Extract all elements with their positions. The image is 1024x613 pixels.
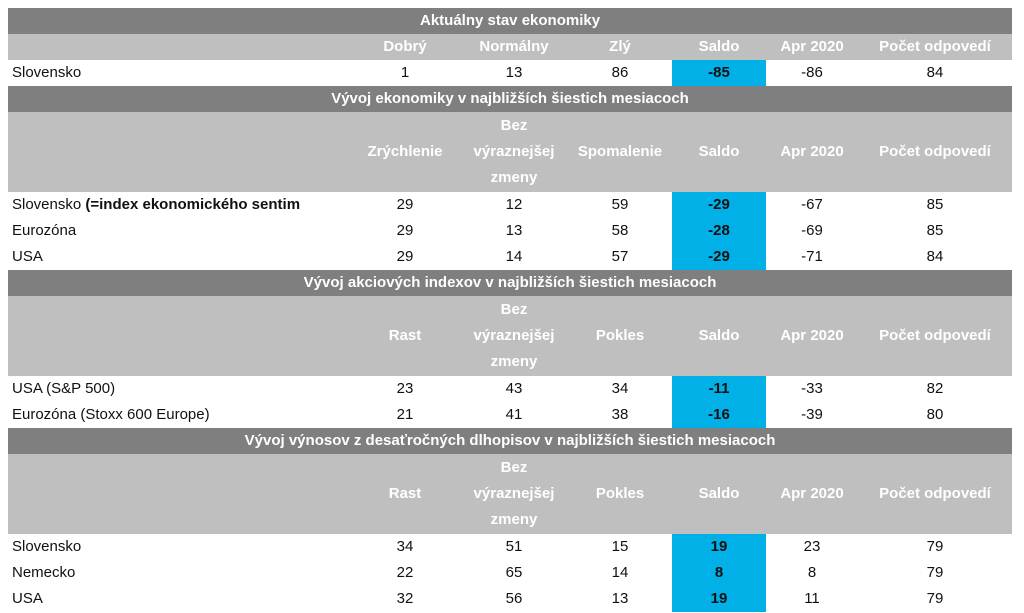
table-cell: 11 — [804, 590, 820, 607]
stacked-header: Bez výraznejšej zmeny — [473, 301, 555, 370]
table-cell: 84 — [926, 248, 944, 265]
table-cell: 1 — [400, 64, 410, 81]
column-header: Pokles — [568, 296, 672, 376]
column-header-row — [8, 112, 1012, 192]
saldo-cell: -28 — [672, 218, 766, 244]
table-cell: 29 — [396, 248, 414, 265]
column-header: Saldo — [672, 112, 766, 192]
column-header: Apr 2020 — [766, 34, 858, 60]
table-cell: 85 — [926, 222, 944, 239]
table-cell: 23 — [803, 538, 821, 555]
table-row — [8, 402, 1012, 428]
section-title: Vývoj akciových indexov v najbližších šiestich mesiacoch — [8, 270, 1012, 296]
column-header: Rast — [350, 296, 460, 376]
column-header: Apr 2020 — [766, 112, 858, 192]
column-header: Zrýchlenie — [350, 112, 460, 192]
row-label: Eurozóna — [12, 222, 77, 239]
row-label: USA — [12, 590, 43, 607]
row-label: USA — [12, 248, 43, 265]
table-cell: 82 — [926, 380, 944, 397]
section-title: Vývoj ekonomiky v najbližších šiestich mesiacoch — [8, 86, 1012, 112]
saldo-cell: 8 — [672, 560, 766, 586]
table-cell: 51 — [505, 538, 523, 555]
column-header: Rast — [350, 454, 460, 534]
table-cell: 41 — [505, 406, 523, 423]
saldo-cell: -29 — [672, 244, 766, 270]
table-cell: 23 — [396, 380, 414, 397]
column-header-row — [8, 296, 1012, 376]
table-row — [8, 560, 1012, 586]
table-cell: 57 — [611, 248, 629, 265]
table-cell: 80 — [926, 406, 944, 423]
saldo-cell: -16 — [672, 402, 766, 428]
table-cell: 32 — [396, 590, 414, 607]
column-header: Saldo — [672, 34, 766, 60]
table-cell: 13 — [611, 590, 629, 607]
saldo-cell: 19 — [672, 586, 766, 612]
section-title-row — [8, 270, 1012, 296]
column-header-stacked — [460, 296, 568, 376]
section-title-row — [8, 86, 1012, 112]
table-cell: 21 — [396, 406, 414, 423]
table-row — [8, 192, 1012, 218]
saldo-cell: -11 — [672, 376, 766, 402]
section-title-row — [8, 428, 1012, 454]
header-empty — [8, 296, 350, 376]
table-cell: 84 — [926, 64, 944, 81]
column-header-stacked — [460, 112, 568, 192]
column-header-row — [8, 34, 1012, 60]
table-cell: 34 — [396, 538, 414, 555]
row-label — [8, 192, 350, 218]
stacked-header: Bez výraznejšej zmeny — [473, 117, 555, 186]
table-cell: -33 — [801, 380, 823, 397]
table-cell: 14 — [505, 248, 523, 265]
row-label: Slovensko — [12, 64, 82, 81]
row-label-bold-text: (=index ekonomického sentim — [81, 196, 301, 213]
table-cell: -67 — [801, 196, 823, 213]
table-cell: 65 — [505, 564, 523, 581]
table-cell: 29 — [396, 196, 414, 213]
table-cell: 13 — [505, 64, 523, 81]
row-label: Slovensko — [12, 538, 82, 555]
table-cell: 86 — [611, 64, 629, 81]
row-label: Nemecko — [12, 564, 76, 581]
table-cell: 12 — [505, 196, 523, 213]
table-cell: -69 — [801, 222, 823, 239]
section-title: Aktuálny stav ekonomiky — [8, 8, 1012, 34]
header-empty — [8, 34, 350, 60]
column-header: Normálny — [460, 34, 568, 60]
column-header: Počet odpovedí — [858, 454, 1012, 534]
table-row — [8, 376, 1012, 402]
column-header: Saldo — [672, 296, 766, 376]
saldo-cell: -85 — [672, 60, 766, 86]
header-empty — [8, 112, 350, 192]
column-header: Počet odpovedí — [858, 112, 1012, 192]
header-empty — [8, 454, 350, 534]
table-cell: 15 — [611, 538, 629, 555]
table-cell: -39 — [801, 406, 823, 423]
section-title-row — [8, 8, 1012, 34]
column-header: Spomalenie — [568, 112, 672, 192]
column-header-row — [8, 454, 1012, 534]
column-header-stacked — [460, 454, 568, 534]
table-cell: 8 — [807, 564, 817, 581]
table-cell: 79 — [926, 538, 944, 555]
section-title: Vývoj výnosov z desaťročných dlhopisov v najbližších šiestich mesiacoch — [8, 428, 1012, 454]
table-row — [8, 586, 1012, 612]
table-cell: 29 — [396, 222, 414, 239]
table-cell: 59 — [611, 196, 629, 213]
table-cell: 79 — [926, 564, 944, 581]
table-cell: 13 — [505, 222, 523, 239]
table-cell: 79 — [926, 590, 944, 607]
saldo-cell: 19 — [672, 534, 766, 560]
column-header: Apr 2020 — [766, 454, 858, 534]
table-cell: 22 — [396, 564, 414, 581]
table-cell: -71 — [801, 248, 823, 265]
row-label: Eurozóna (Stoxx 600 Europe) — [12, 406, 210, 423]
table-cell: 58 — [611, 222, 629, 239]
table-row — [8, 534, 1012, 560]
column-header: Počet odpovedí — [858, 34, 1012, 60]
table-cell: 14 — [611, 564, 629, 581]
column-header: Saldo — [672, 454, 766, 534]
table-row — [8, 218, 1012, 244]
column-header: Počet odpovedí — [858, 296, 1012, 376]
table-cell: 43 — [505, 380, 523, 397]
row-label: USA (S&P 500) — [12, 380, 116, 397]
table-row — [8, 60, 1012, 86]
column-header: Zlý — [568, 34, 672, 60]
survey-results-table — [8, 8, 1012, 612]
column-header: Apr 2020 — [766, 296, 858, 376]
table-cell: 34 — [611, 380, 629, 397]
saldo-cell: -29 — [672, 192, 766, 218]
row-label-text: Slovensko — [12, 196, 82, 213]
table-cell: 85 — [926, 196, 944, 213]
column-header: Pokles — [568, 454, 672, 534]
table-cell: -86 — [801, 64, 823, 81]
column-header: Dobrý — [350, 34, 460, 60]
stacked-header: Bez výraznejšej zmeny — [473, 459, 555, 528]
table-cell: 38 — [611, 406, 629, 423]
table-cell: 56 — [505, 590, 523, 607]
table-row — [8, 244, 1012, 270]
